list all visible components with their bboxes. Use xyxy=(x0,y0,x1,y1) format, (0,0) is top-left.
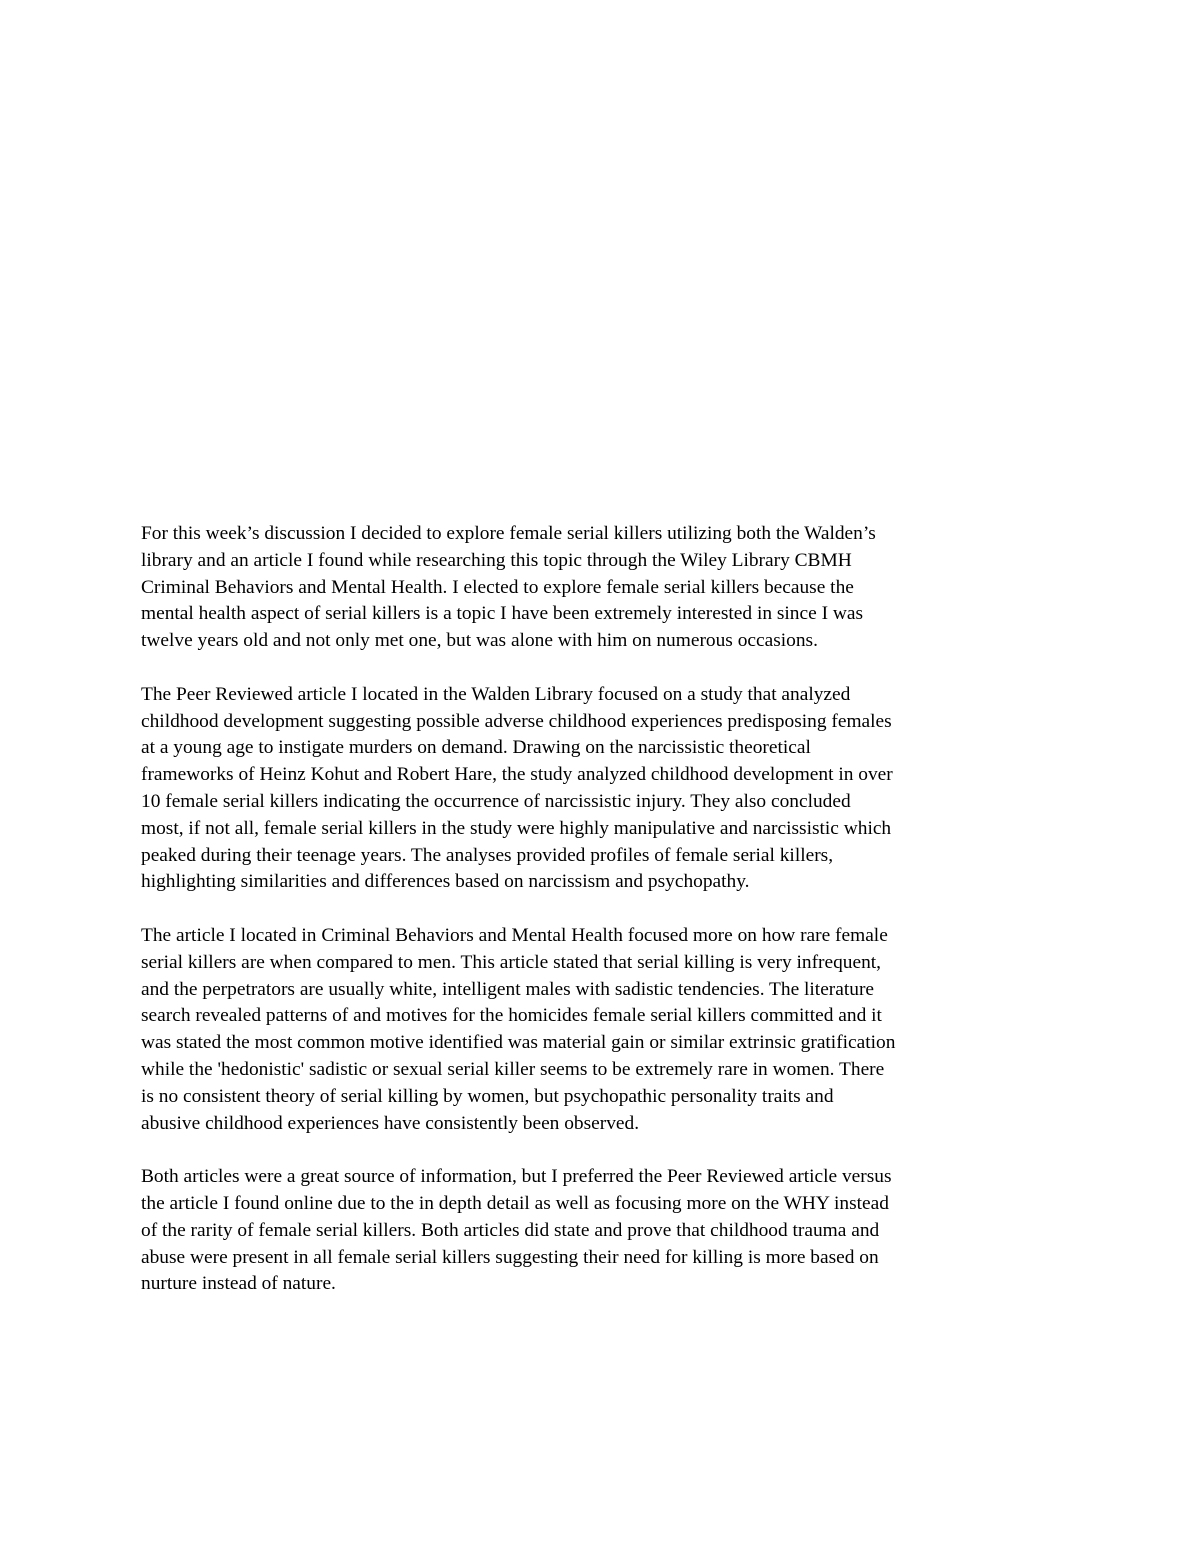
text-line: is no consistent theory of serial killing by women, but psychopathic personality traits and xyxy=(141,1085,834,1107)
text-line: abuse were present in all female serial killers suggesting their need for killing is more based on xyxy=(141,1246,879,1268)
text-line: 10 female serial killers indicating the occurrence of narcissistic injury. They also concluded xyxy=(141,790,851,812)
text-line: serial killers are when compared to men. This article stated that serial killing is very infrequent, xyxy=(141,951,882,973)
text-line: most, if not all, female serial killers in the study were highly manipulative and narcissistic which xyxy=(141,817,892,839)
text-line: abusive childhood experiences have consistently been observed. xyxy=(141,1112,640,1134)
paragraph-criminal-behaviors xyxy=(141,923,1071,1137)
text-line: The article I located in Criminal Behaviors and Mental Health focused more on how rare female xyxy=(141,924,888,946)
text-line: Criminal Behaviors and Mental Health. I elected to explore female serial killers because the xyxy=(141,576,854,598)
document-body xyxy=(141,521,1071,1325)
text-line: library and an article I found while researching this topic through the Wiley Library CBMH xyxy=(141,549,852,571)
text-line: twelve years old and not only met one, but was alone with him on numerous occasions. xyxy=(141,630,818,652)
text-line: search revealed patterns of and motives for the homicides female serial killers committed and it xyxy=(141,1005,882,1027)
text-line: highlighting similarities and differences based on narcissism and psychopathy. xyxy=(141,871,750,893)
text-line: For this week’s discussion I decided to explore female serial killers utilizing both the Walden’s xyxy=(141,523,876,544)
text-line: childhood development suggesting possible adverse childhood experiences predisposing females xyxy=(141,710,892,732)
text-line: at a young age to instigate murders on demand. Drawing on the narcissistic theoretical xyxy=(141,737,811,759)
paragraph-intro xyxy=(141,521,1071,655)
paragraph-peer-reviewed xyxy=(141,682,1071,896)
text-line: of the rarity of female serial killers. Both articles did state and prove that childhood trauma and xyxy=(141,1219,880,1241)
text-line: The Peer Reviewed article I located in the Walden Library focused on a study that analyzed xyxy=(141,683,851,705)
text-line: frameworks of Heinz Kohut and Robert Hare, the study analyzed childhood development in over xyxy=(141,764,893,786)
text-line: peaked during their teenage years. The analyses provided profiles of female serial killers, xyxy=(141,844,834,866)
text-line: nurture instead of nature. xyxy=(141,1273,336,1295)
text-line: Both articles were a great source of information, but I preferred the Peer Reviewed article versus xyxy=(141,1166,892,1188)
text-line: and the perpetrators are usually white, intelligent males with sadistic tendencies. The literature xyxy=(141,978,875,1000)
text-line: was stated the most common motive identified was material gain or similar extrinsic gratification xyxy=(141,1032,896,1054)
text-line: mental health aspect of serial killers is a topic I have been extremely interested in since I was xyxy=(141,603,864,625)
text-line: the article I found online due to the in depth detail as well as focusing more on the WHY instead xyxy=(141,1192,889,1214)
paragraph-conclusion xyxy=(141,1164,1071,1298)
text-line: while the 'hedonistic' sadistic or sexual serial killer seems to be extremely rare in women. There xyxy=(141,1058,885,1080)
